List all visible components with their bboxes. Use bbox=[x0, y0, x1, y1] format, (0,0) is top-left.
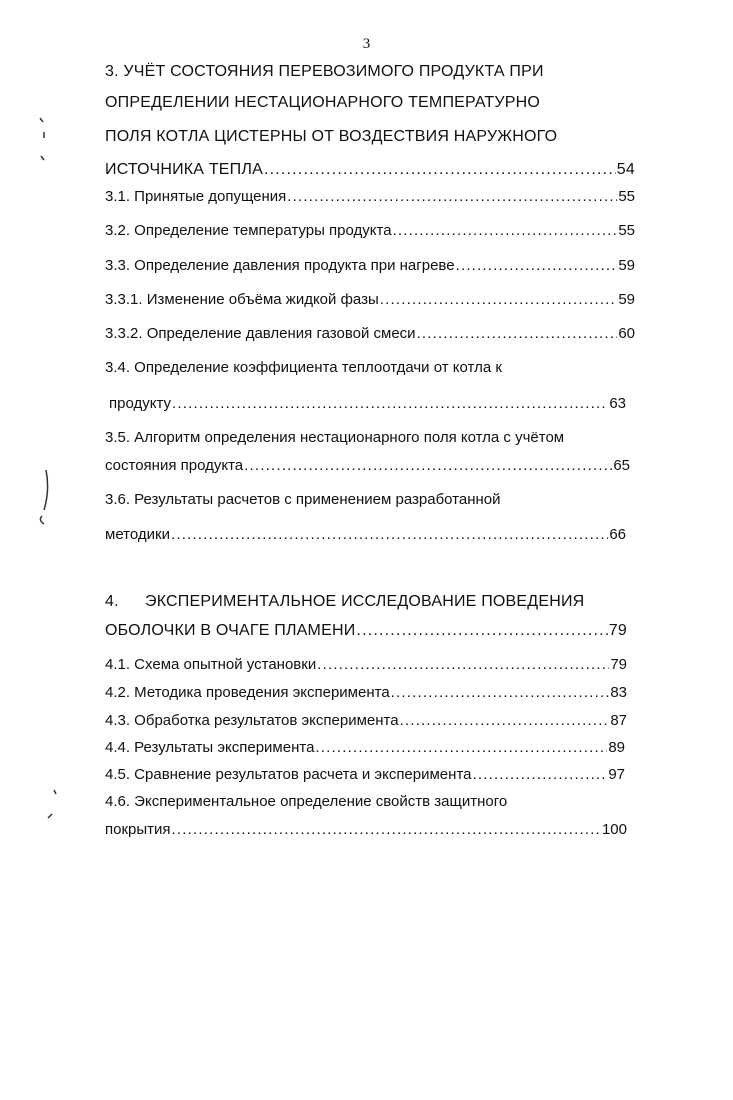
toc-entry-3-5 bbox=[105, 456, 630, 476]
toc-entry-page: 89 bbox=[608, 739, 625, 756]
toc-entry-page: 55 bbox=[618, 222, 635, 239]
toc-entry-label: 3.1. Принятые допущения bbox=[105, 188, 287, 205]
toc-entry-page: 87 bbox=[610, 712, 627, 729]
toc-entry-3-4 bbox=[109, 394, 626, 414]
toc-entry bbox=[105, 256, 635, 276]
dot-leader bbox=[472, 765, 607, 785]
toc-entry-4-6-line1: 4.6. Экспериментальное определение свойств защитного bbox=[105, 793, 508, 810]
toc-entry-page: 65 bbox=[613, 457, 630, 474]
toc-entry-label: 4.1. Схема опытной установки bbox=[105, 656, 317, 673]
toc-entry bbox=[105, 324, 635, 344]
toc-entry-page: 59 bbox=[618, 291, 635, 308]
toc-entry-page: 66 bbox=[609, 526, 626, 543]
toc-entry-3-5-line1: 3.5. Алгоритм определения нестационарного поля котла с учётом bbox=[105, 429, 565, 446]
toc-entry-page: 100 bbox=[601, 821, 627, 838]
dot-leader bbox=[315, 738, 607, 758]
toc-entry bbox=[105, 683, 627, 703]
toc-entry-page: 79 bbox=[610, 656, 627, 673]
toc-entry-page: 63 bbox=[609, 395, 626, 412]
toc-entry bbox=[105, 187, 635, 207]
chapter3-title-line3: ПОЛЯ КОТЛА ЦИСТЕРНЫ ОТ ВОЗДЕСТВИЯ НАРУЖНОГО bbox=[105, 128, 558, 145]
dot-leader bbox=[380, 290, 618, 310]
chapter4-title-entry bbox=[105, 621, 627, 641]
chapter4-title-text: ЭКСПЕРИМЕНТАЛЬНОЕ ИССЛЕДОВАНИЕ ПОВЕДЕНИЯ bbox=[145, 593, 585, 610]
dot-leader bbox=[400, 711, 610, 731]
dot-leader bbox=[287, 187, 617, 207]
dot-leader bbox=[264, 160, 616, 180]
toc-entry-label: 3.3.1. Изменение объёма жидкой фазы bbox=[105, 291, 379, 308]
toc-entry-label: 3.3.2. Определение давления газовой смеси bbox=[105, 325, 416, 342]
toc-entry-3-6-line1: 3.6. Результаты расчетов с применением разработанной bbox=[105, 491, 501, 508]
toc-entry-3-4-line1: 3.4. Определение коэффициента теплоотдачи от котла к bbox=[105, 359, 502, 376]
dot-leader bbox=[456, 256, 618, 276]
dot-leader bbox=[356, 621, 607, 641]
toc-entry-page: 83 bbox=[610, 684, 627, 701]
chapter4-title-line1 bbox=[105, 592, 584, 612]
toc-entry-page: 60 bbox=[618, 325, 635, 342]
dot-leader bbox=[171, 525, 608, 545]
toc-entry bbox=[105, 738, 625, 758]
dot-leader bbox=[172, 394, 608, 414]
chapter3-title-line2: ОПРЕДЕЛЕНИИ НЕСТАЦИОНАРНОГО ТЕМПЕРАТУРНО bbox=[105, 94, 541, 111]
toc-entry bbox=[105, 221, 635, 241]
toc-entry-label: 4.2. Методика проведения эксперимента bbox=[105, 684, 390, 701]
chapter3-title-line4: ИСТОЧНИКА ТЕПЛА bbox=[105, 161, 263, 178]
toc-entry-label: состояния продукта bbox=[105, 457, 244, 474]
chapter3-page: 54 bbox=[616, 161, 635, 178]
dot-leader bbox=[172, 820, 601, 840]
toc-entry-3-6 bbox=[105, 525, 626, 545]
page-number: 3 bbox=[362, 36, 371, 52]
toc-entry-label: методики bbox=[105, 526, 170, 543]
toc-entry-label: покрытия bbox=[105, 821, 171, 838]
toc-entry-label: 4.5. Сравнение результатов расчета и эксперимента bbox=[105, 766, 472, 783]
chapter4-number: 4. bbox=[105, 593, 119, 610]
toc-entry bbox=[105, 290, 635, 310]
dot-leader bbox=[393, 221, 618, 241]
toc-entry-page: 55 bbox=[618, 188, 635, 205]
dot-leader bbox=[391, 683, 610, 703]
toc-entry-label: 4.3. Обработка результатов эксперимента bbox=[105, 712, 399, 729]
toc-entry bbox=[105, 765, 625, 785]
toc-entry-label: 4.4. Результаты эксперимента bbox=[105, 739, 315, 756]
scan-mark bbox=[40, 470, 47, 524]
chapter4-page: 79 bbox=[608, 622, 627, 639]
toc-entry bbox=[105, 711, 627, 731]
dot-leader bbox=[417, 324, 618, 344]
toc-entry-label: 3.3. Определение давления продукта при нагреве bbox=[105, 257, 455, 274]
dot-leader bbox=[244, 456, 612, 476]
toc-entry-label: 3.2. Определение температуры продукта bbox=[105, 222, 392, 239]
dot-leader bbox=[317, 655, 609, 675]
toc-entry-4-6 bbox=[105, 820, 627, 840]
scan-mark bbox=[48, 790, 56, 818]
toc-entry-page: 97 bbox=[608, 766, 625, 783]
scan-mark bbox=[40, 118, 44, 160]
chapter4-title-line2: ОБОЛОЧКИ В ОЧАГЕ ПЛАМЕНИ bbox=[105, 622, 356, 639]
chapter3-title-entry bbox=[105, 160, 635, 180]
toc-entry-page: 59 bbox=[618, 257, 635, 274]
toc-entry-label: продукту bbox=[109, 395, 171, 412]
toc-entry bbox=[105, 655, 627, 675]
chapter3-title-line1: 3. УЧЁТ СОСТОЯНИЯ ПЕРЕВОЗИМОГО ПРОДУКТА ПРИ bbox=[105, 63, 544, 80]
scan-artifact-marks bbox=[0, 0, 80, 900]
